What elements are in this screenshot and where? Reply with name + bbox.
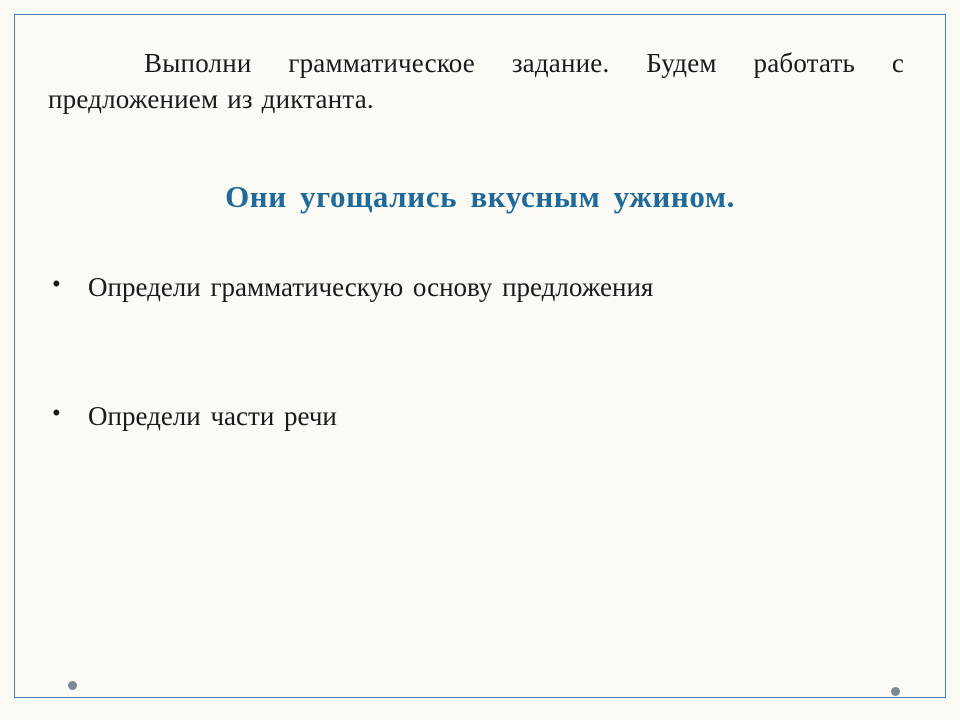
- task-label: Определи части речи: [88, 400, 337, 431]
- list-item: [52, 400, 912, 432]
- task-label: Определи грамматическую основу предложения: [88, 272, 654, 303]
- task-list: [52, 271, 912, 432]
- bullet-icon: •: [52, 399, 61, 427]
- bullet-icon: •: [52, 271, 61, 299]
- list-item: [52, 271, 912, 303]
- slide-content: [14, 14, 946, 698]
- decorative-dot-right: [891, 687, 900, 696]
- decorative-dot-left: [68, 681, 77, 690]
- intro-paragraph: Выполни грамматическое задание. Будем работать с предложением из диктанта.: [48, 48, 904, 114]
- example-sentence: Они угощались вкусным ужином.: [225, 179, 735, 215]
